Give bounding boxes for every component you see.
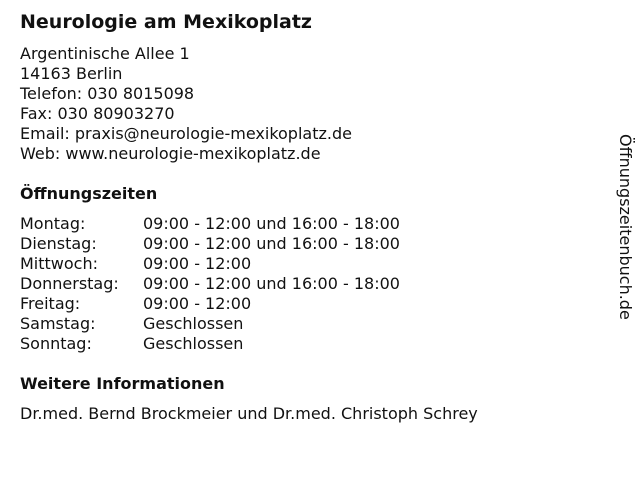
side-watermark-label: Öffnungszeitenbuch.de (616, 134, 635, 320)
address-fax: Fax: 030 80903270 (20, 104, 175, 123)
hours-row-wednesday (20, 254, 400, 274)
further-info-text: Dr.med. Bernd Brockmeier und Dr.med. Christoph Schrey (20, 404, 478, 423)
hours-time: 09:00 - 12:00 (143, 294, 252, 313)
further-info-heading: Weitere Informationen (20, 374, 225, 393)
hours-day: Dienstag: (20, 234, 97, 253)
opening-hours-heading: Öffnungszeiten (20, 184, 158, 203)
hours-time: 09:00 - 12:00 und 16:00 - 18:00 (143, 234, 400, 253)
address-email: Email: praxis@neurologie-mexikoplatz.de (20, 124, 352, 143)
hours-row-sunday (20, 334, 400, 354)
hours-time: 09:00 - 12:00 (143, 254, 252, 273)
address-phone: Telefon: 030 8015098 (20, 84, 195, 103)
opening-hours-table (20, 214, 400, 354)
address-block (20, 44, 352, 164)
address-web: Web: www.neurologie-mexikoplatz.de (20, 144, 321, 163)
hours-row-saturday (20, 314, 400, 334)
hours-row-friday (20, 294, 400, 314)
hours-day: Freitag: (20, 294, 81, 313)
hours-row-monday (20, 214, 400, 234)
hours-day: Donnerstag: (20, 274, 119, 293)
address-street: Argentinische Allee 1 (20, 44, 190, 63)
hours-day: Montag: (20, 214, 86, 233)
hours-time: 09:00 - 12:00 und 16:00 - 18:00 (143, 274, 400, 293)
hours-day: Mittwoch: (20, 254, 98, 273)
page-title: Neurologie am Mexikoplatz (20, 11, 312, 33)
hours-time: 09:00 - 12:00 und 16:00 - 18:00 (143, 214, 400, 233)
hours-day: Samstag: (20, 314, 96, 333)
hours-day: Sonntag: (20, 334, 92, 353)
hours-row-tuesday (20, 234, 400, 254)
address-city: 14163 Berlin (20, 64, 123, 83)
hours-time: Geschlossen (143, 334, 244, 353)
hours-time: Geschlossen (143, 314, 244, 333)
hours-row-thursday (20, 274, 400, 294)
